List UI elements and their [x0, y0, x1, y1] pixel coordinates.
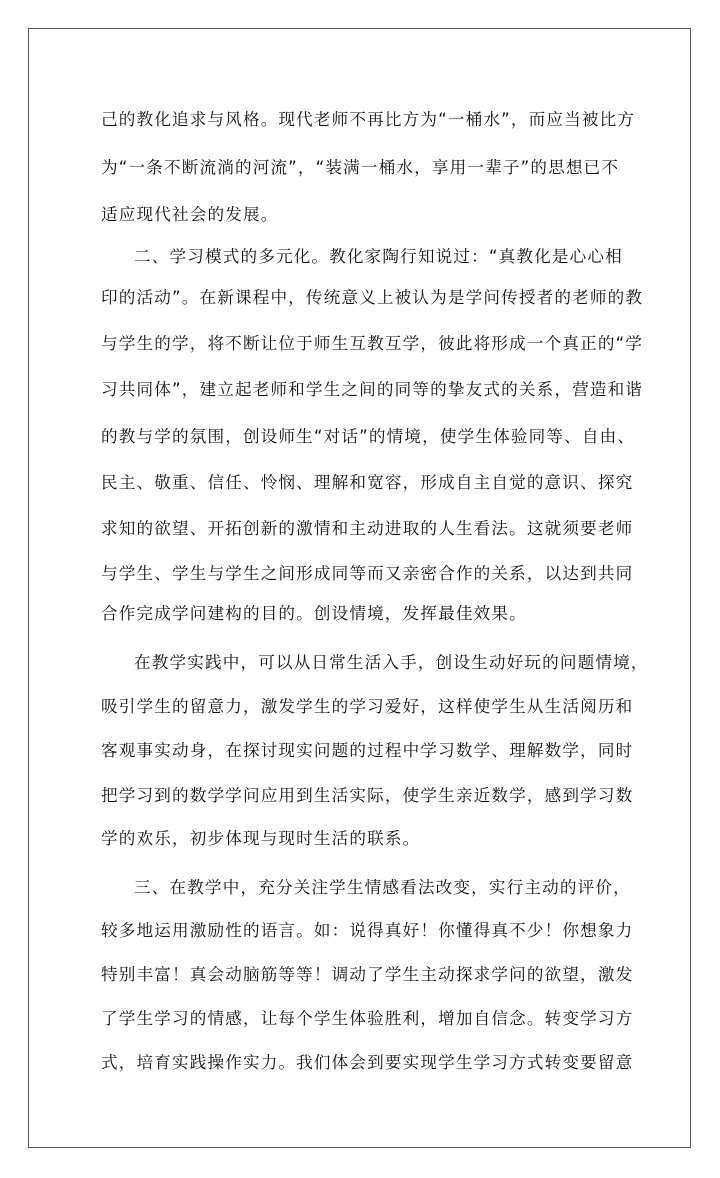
- text-line: 为“一条不断流淌的河流”，“装满一桶水，享用一辈子”的思想已不: [101, 158, 620, 177]
- text-line: 己的教化追求与风格。现代老师不再比方为“一桶水”，而应当被比方: [101, 110, 636, 129]
- text-line: 三、在教学中，充分关注学生情感看法改变，实行主动的评价，: [134, 878, 631, 897]
- text-line: 了学生学习的情感，让每个学生体验胜利，增加自信念。转变学习方: [101, 1009, 634, 1028]
- text-line: 的教与学的氛围，创设师生“对话”的情境，使学生体验同等、自由、: [101, 427, 636, 446]
- text-line: 较多地运用激励性的语言。如：说得真好！你懂得真不少！你想象力: [101, 921, 634, 940]
- text-line: 与学生、学生与学生之间形成同等而又亲密合作的关系，以达到共同: [101, 564, 634, 583]
- text-line: 合作完成学问建构的目的。创设情境，发挥最佳效果。: [101, 604, 527, 623]
- text-line: 把学习到的数学学问应用到生活实际，使学生亲近数学，感到学习数: [101, 786, 634, 805]
- text-line: 在教学实践中，可以从日常生活入手，创设生动好玩的问题情境，: [134, 653, 649, 672]
- text-line: 二、学习模式的多元化。教化家陶行知说过：“真教化是心心相: [134, 247, 623, 266]
- text-line: 特别丰富！真会动脑筋等等！调动了学生主动探求学问的欲望，激发: [101, 965, 634, 984]
- text-line: 吸引学生的留意力，激发学生的学习爱好，这样使学生从生活阅历和: [101, 697, 634, 716]
- text-line: 民主、敬重、信任、怜悯、理解和宽容，形成自主自觉的意识、探究: [101, 473, 634, 492]
- text-line: 习共同体”，建立起老师和学生之间的同等的挚友式的关系，营造和谐: [101, 380, 644, 399]
- text-line: 求知的欲望、开拓创新的激情和主动进取的人生看法。这就须要老师: [101, 519, 634, 538]
- text-line: 式，培育实践操作实力。我们体会到要实现学生学习方式转变要留意: [101, 1053, 634, 1072]
- text-line: 适应现代社会的发展。: [101, 205, 279, 224]
- text-line: 客观事实动身，在探讨现实问题的过程中学习数学、理解数学，同时: [101, 741, 634, 760]
- text-line: 印的活动”。在新课程中，传统意义上被认为是学问传授者的老师的教: [101, 288, 644, 307]
- text-line: 学的欢乐，初步体现与现时生活的联系。: [101, 829, 421, 848]
- text-line: 与学生的学，将不断让位于师生互教互学，彼此将形成一个真正的“学: [101, 334, 644, 353]
